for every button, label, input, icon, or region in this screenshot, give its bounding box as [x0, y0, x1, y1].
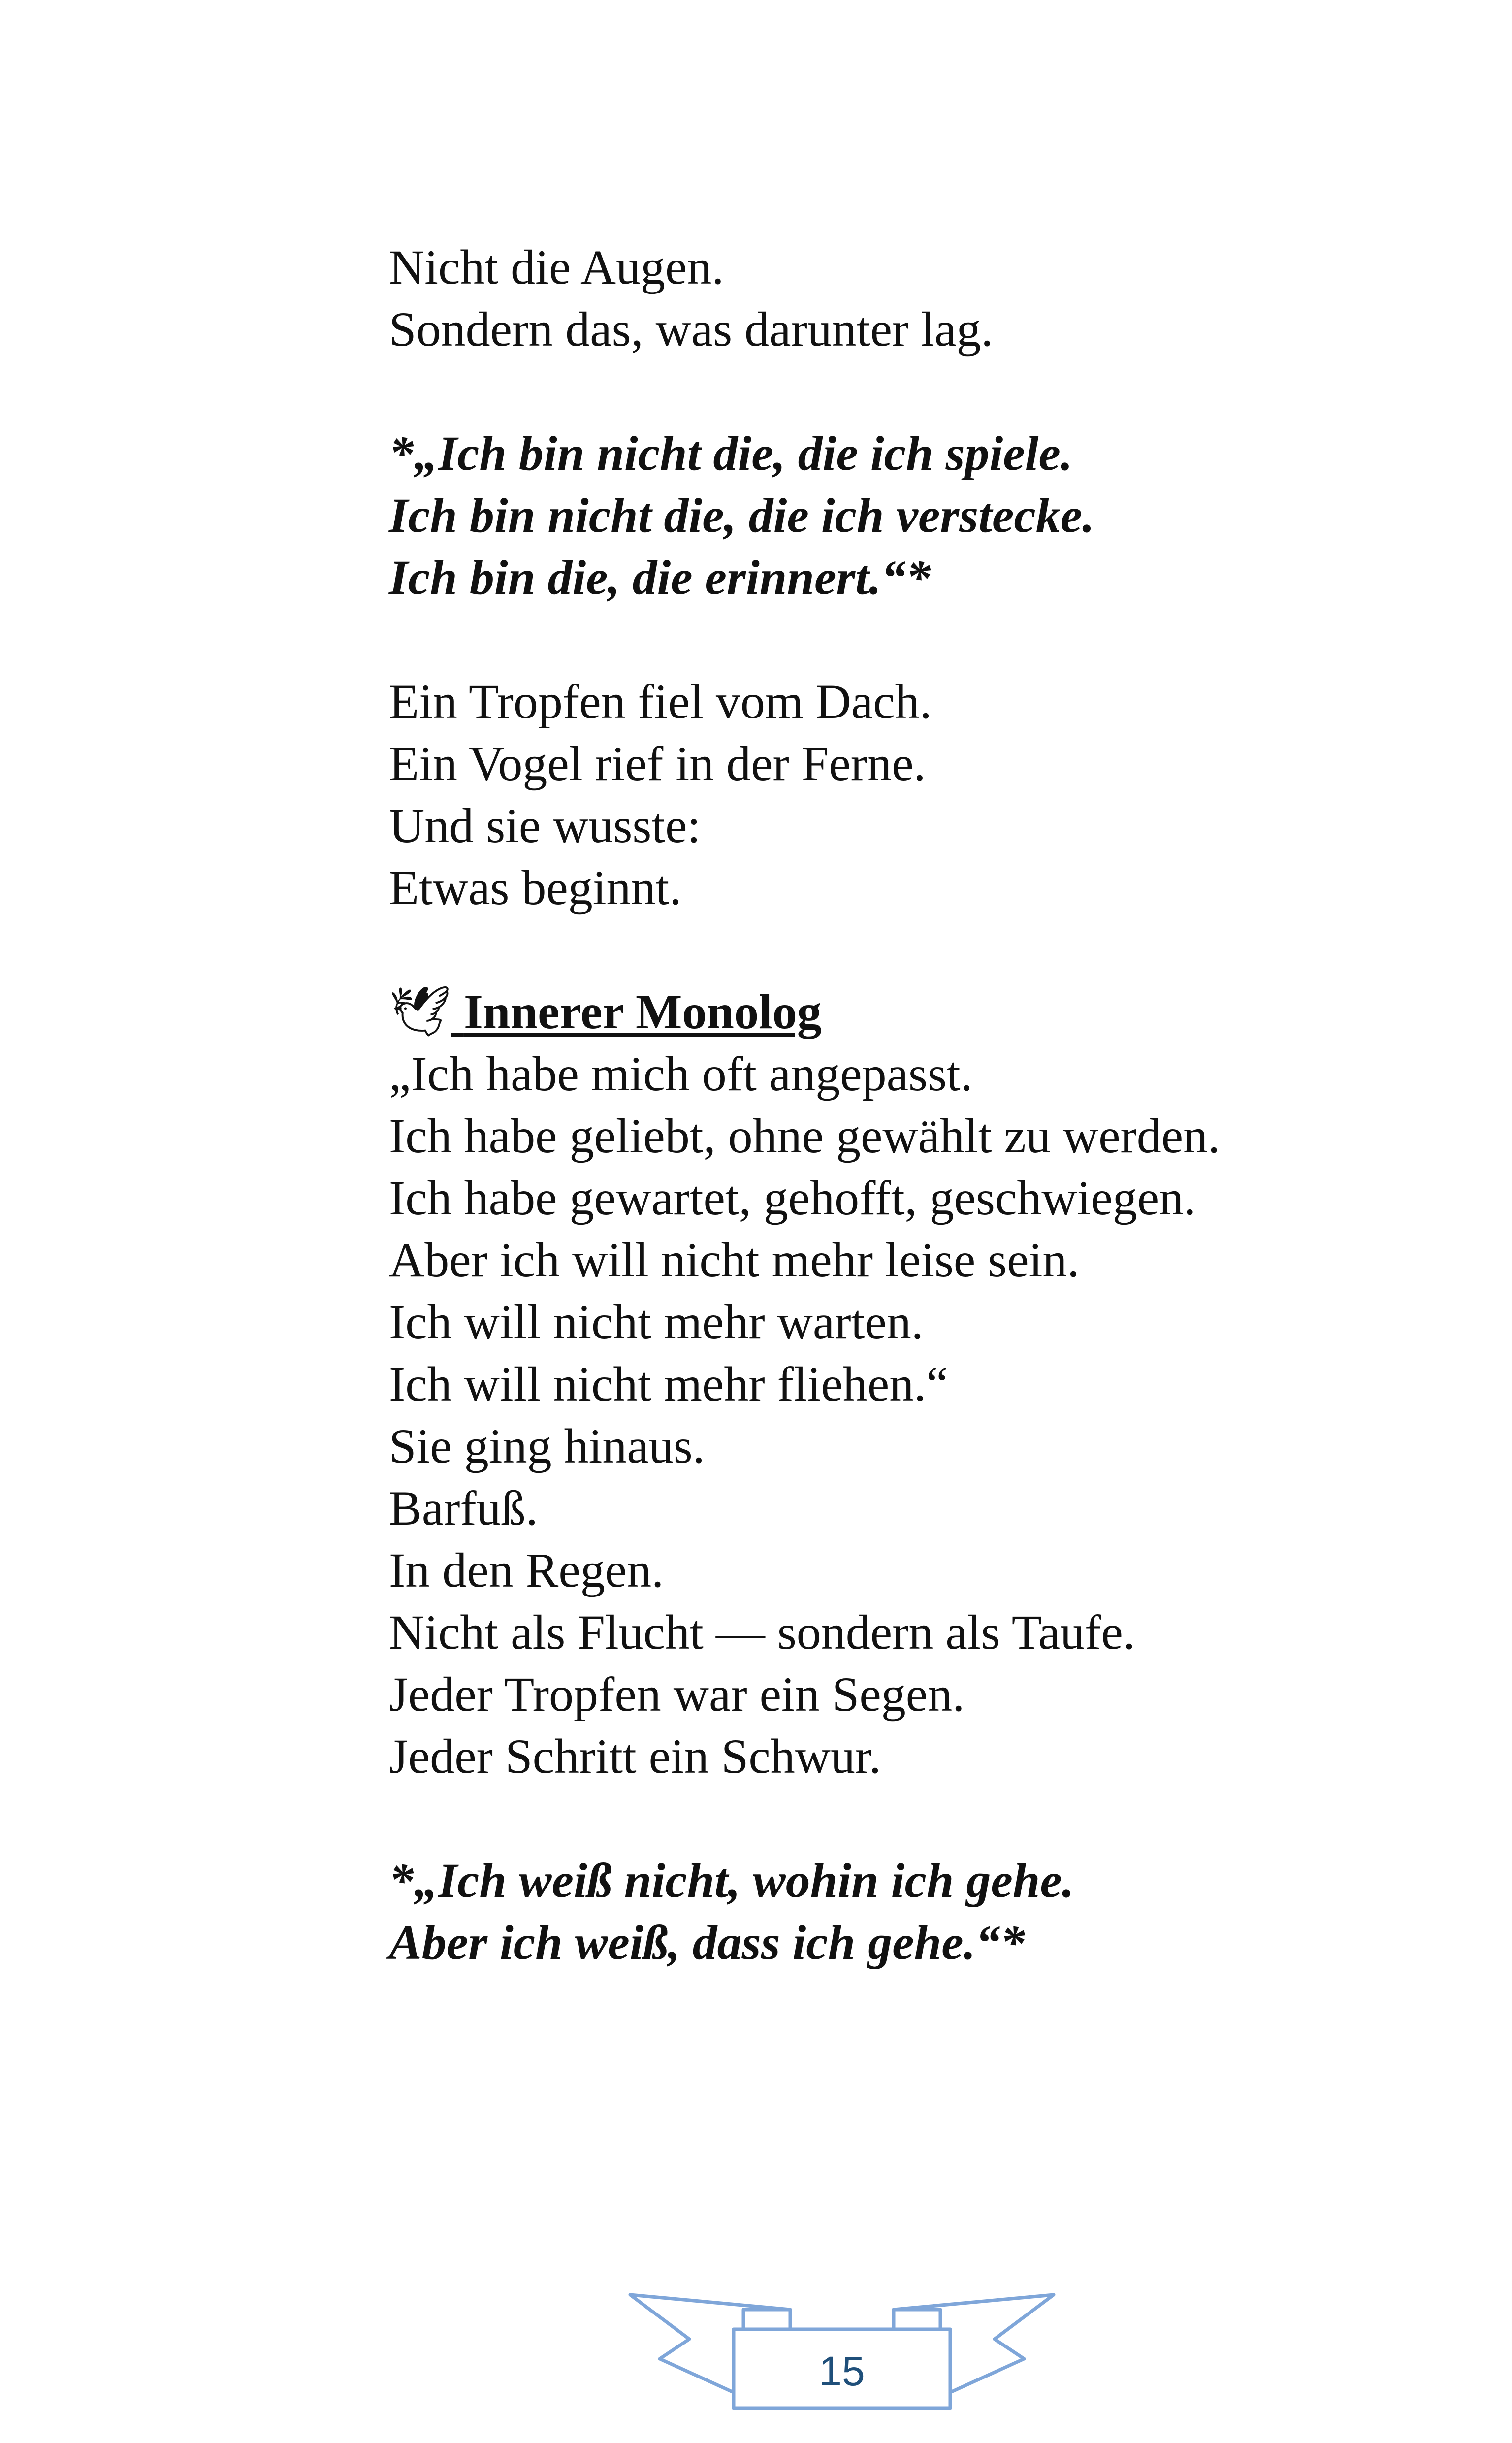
monologue-line: Ich habe gewartet, gehofft, geschwiegen.	[389, 1171, 1196, 1225]
page-number: 15	[819, 2348, 865, 2394]
body-text	[389, 236, 1448, 1974]
monologue-heading	[389, 981, 1448, 1043]
quote-line: Ich bin nicht die, die ich verstecke.	[389, 488, 1095, 543]
monologue-line: Ich will nicht mehr warten.	[389, 1295, 924, 1349]
monologue-line: Ich will nicht mehr fliehen.“	[389, 1357, 948, 1411]
text-line: Ein Tropfen fiel vom Dach.	[389, 674, 932, 729]
monologue-line: Jeder Tropfen war ein Segen.	[389, 1667, 965, 1722]
text-line: Nicht die Augen.	[389, 240, 724, 294]
monologue-heading-text: Innerer Monolog	[463, 984, 822, 1039]
monologue-line: Jeder Schritt ein Schwur.	[389, 1729, 881, 1784]
page-footer	[625, 2290, 1059, 2418]
monologue-line: Ich habe geliebt, ohne gewählt zu werden.	[389, 1108, 1221, 1163]
quote-line: Aber ich weiß, dass ich gehe.“*	[389, 1915, 1025, 1970]
quote-line: *„Ich bin nicht die, die ich spiele.	[389, 426, 1073, 481]
text-line: Etwas beginnt.	[389, 860, 682, 915]
monologue-line: „Ich habe mich oft angepasst.	[389, 1046, 973, 1101]
monologue-line: Sie ging hinaus.	[389, 1419, 705, 1473]
text-line: Ein Vogel rief in der Ferne.	[389, 736, 926, 791]
paragraph-gap	[389, 919, 1448, 981]
dove-icon: 🕊	[389, 984, 451, 1039]
monologue-line: Aber ich will nicht mehr leise sein.	[389, 1233, 1080, 1287]
monologue-line: Nicht als Flucht — sondern als Taufe.	[389, 1605, 1135, 1660]
quote-line: *„Ich weiß nicht, wohin ich gehe.	[389, 1853, 1074, 1908]
monologue-line: In den Regen.	[389, 1543, 664, 1597]
text-line: Und sie wusste:	[389, 798, 701, 853]
monologue-line: Barfuß.	[389, 1481, 538, 1535]
paragraph-gap	[389, 1788, 1448, 1850]
paragraph-gap	[389, 360, 1448, 423]
text-line: Sondern das, was darunter lag.	[389, 302, 994, 357]
quote-line: Ich bin die, die erinnert.“*	[389, 550, 931, 605]
paragraph-gap	[389, 609, 1448, 671]
